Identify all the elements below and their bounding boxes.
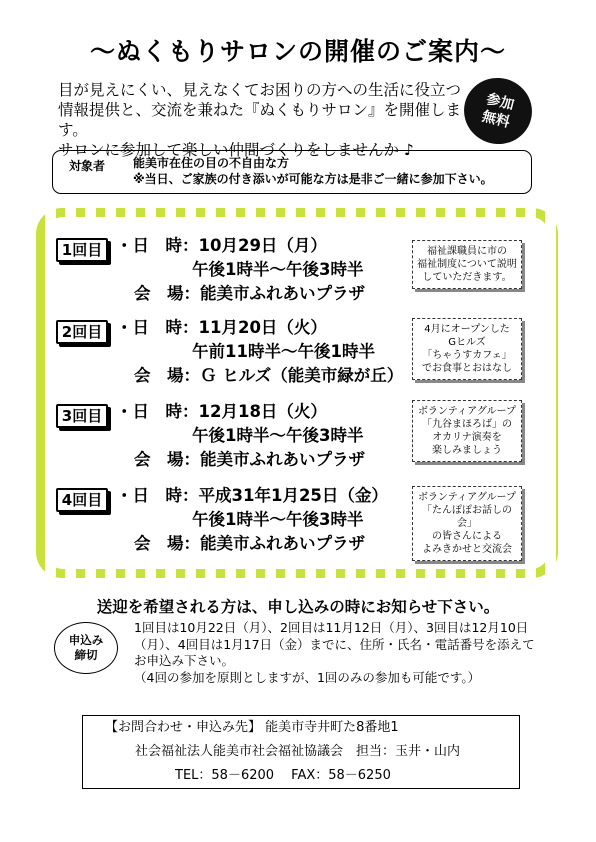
deadline-line-3: お申込み下さい。 [134, 653, 235, 668]
session-4-venue: 会 場：能美市ふれあいプラザ [134, 534, 365, 553]
session-3-note-line: ボランティアグループ [417, 406, 517, 417]
session-4-date: ・日 時：平成31年1月25日（金） [116, 486, 388, 505]
session-4-label: 4回目 [56, 488, 108, 512]
session-1-date: ・日 時：10月29日（月） [116, 236, 327, 255]
session-4-note-line: 「たんぽぽお話しの会」 [422, 505, 512, 529]
contact-box [82, 715, 520, 789]
contact-phone-fax: TEL：58－6200 FAX：58－6250 [175, 768, 391, 783]
session-3-venue: 会 場：能美市ふれあいプラザ [134, 450, 365, 469]
session-1-note-line: 福祉課職員に市の [427, 246, 507, 257]
page-title: ～ぬくもりサロンの開催のご案内～ [89, 37, 506, 66]
contact-organization: 社会福祉法人能美市社会福祉協議会 担当：玉井・山内 [135, 744, 461, 759]
deadline-bubble-line-2: 締切 [74, 648, 98, 662]
session-4-note-line: の皆さんによる [432, 531, 502, 542]
deadline-text [134, 620, 554, 686]
session-1-venue: 会 場：能美市ふれあいプラザ [134, 284, 365, 303]
transport-notice: 送迎を希望される方は、申し込みの時にお知らせ下さい。 [96, 598, 500, 616]
session-2-note-line: 4月にオープンした [424, 324, 510, 335]
session-4-note-line: よみきかせと交流会 [422, 544, 512, 555]
intro-line-3: サロンに参加して楽しい仲間づくりをしませんか ♪ [58, 141, 414, 159]
session-2-date: ・日 時：11月20日（火） [116, 318, 327, 337]
target-text [133, 155, 493, 187]
intro-line-2: 情報提供と、交流を兼ねた『ぬくもりサロン』を開催します。 [58, 101, 462, 139]
session-3-date: ・日 時：12月18日（火） [116, 402, 327, 421]
session-1-note-line: 福祉制度について説明 [417, 259, 517, 270]
session-2-note-line: Gヒルズ [448, 337, 486, 348]
session-3-note-line: 「九谷まほろば」の [422, 419, 512, 430]
session-3-label: 3回目 [56, 404, 108, 428]
badge-line-1: 参加 [484, 91, 516, 114]
session-1-label: 1回目 [56, 238, 108, 262]
session-3-note-line: 楽しみましょう [432, 445, 502, 456]
deadline-line-2: （月）、4回目は1月17日（金）までに、住所・氏名・電話番号を添えて [134, 636, 535, 652]
target-audience-box [52, 150, 532, 194]
target-label: 対象者 [69, 159, 106, 173]
badge-line-2: 無料 [480, 108, 512, 131]
session-4-note-line: ボランティアグループ [417, 492, 517, 503]
contact-address: 【お問合わせ・申込み先】 能美市寺井町た8番地1 [105, 720, 399, 735]
session-2-label: 2回目 [56, 320, 108, 344]
intro-line-1: 目が見えにくい、見えなくてお困りの方への生活に役立つ [58, 81, 462, 99]
deadline-line-1: 1回目は10月22日（月）、2回目は11月12日（月）、3回目は12月10日 [134, 620, 529, 635]
session-2-note-line: でお食事とおはなし [422, 363, 512, 374]
deadline-bubble [54, 622, 118, 674]
session-2-venue: 会 場：Ｇ ヒルズ（能美市緑が丘） [134, 366, 404, 385]
session-4-time: 午後1時半～午後3時半 [192, 510, 364, 529]
session-1-note-line: していただきます。 [422, 272, 512, 283]
session-3-time: 午後1時半～午後3時半 [192, 426, 364, 445]
deadline-bubble-line-1: 申込み [68, 633, 104, 647]
session-3-note-line: オカリナ演奏を [432, 432, 502, 443]
session-2-time: 午前11時半～午後1時半 [192, 342, 375, 361]
session-2-note [412, 318, 522, 380]
session-3-note [412, 400, 522, 462]
deadline-line-4: （4回の参加を原則としますが、1回のみの参加も可能です。） [134, 669, 481, 685]
target-line-2: ※当日、ご家族の付き添いが可能な方は是非ご一緒に参加下さい。 [133, 172, 493, 186]
session-4-note [412, 486, 522, 561]
session-1-note [412, 240, 522, 289]
target-line-1: 能美市在住の目の不自由な方 [133, 156, 290, 170]
session-2-note-line: 「ちゃうすカフェ」 [422, 350, 512, 361]
session-1-time: 午後1時半～午後3時半 [192, 260, 364, 279]
intro-text [58, 80, 478, 160]
